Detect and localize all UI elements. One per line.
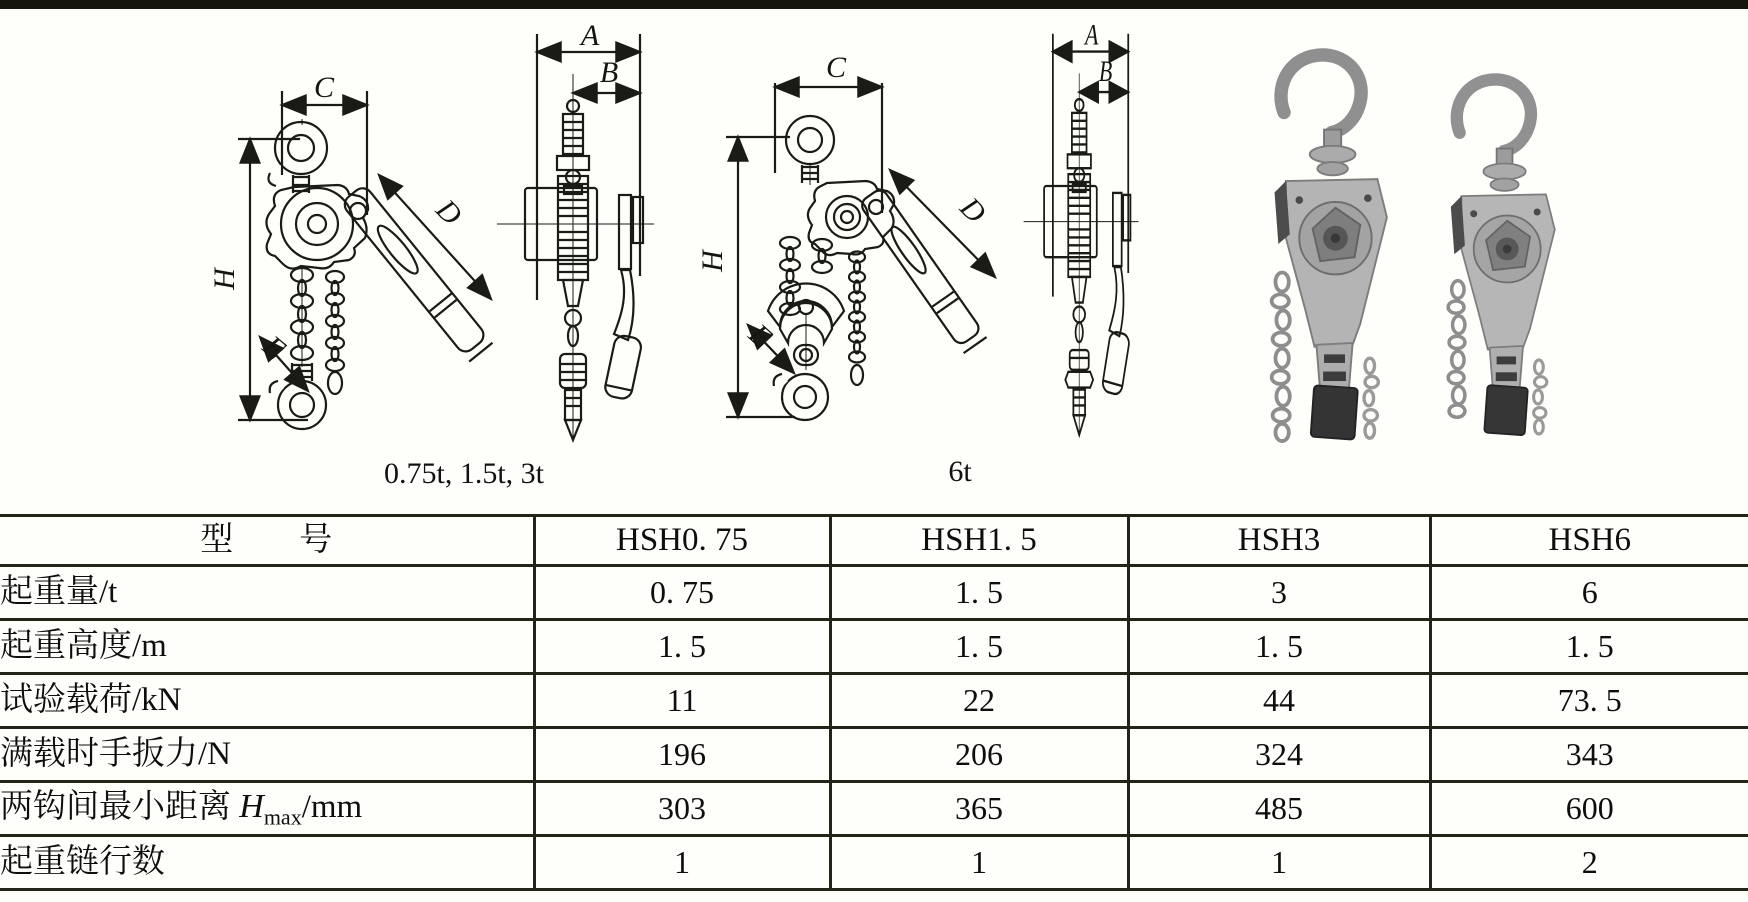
table-row [0,566,1748,620]
spec-value-cell: 1 [534,836,830,890]
side-view-drawing-small [462,18,667,443]
hoist-photo-1 [1225,32,1425,452]
dim-label-e: E [742,317,779,355]
model-name-cell: HSH0. 75 [534,516,830,566]
spec-value-cell: 0. 75 [534,566,830,620]
model-name-cell: HSH1. 5 [830,516,1128,566]
spec-value-cell: 196 [534,728,830,782]
spec-value-cell: 365 [830,782,1128,836]
table-row [0,728,1748,782]
table-row [0,674,1748,728]
spec-value-cell: 343 [1430,728,1748,782]
spec-value-cell: 1 [1128,836,1430,890]
spec-value-cell: 1. 5 [1430,620,1748,674]
dim-label-a: A [580,19,600,52]
spec-value-cell: 73. 5 [1430,674,1748,728]
spec-value-cell: 1. 5 [534,620,830,674]
spec-value-cell: 206 [830,728,1128,782]
spec-value-cell: 1. 5 [1128,620,1430,674]
spec-label-unit: /mm [301,788,363,825]
spec-value-cell: 1 [830,836,1128,890]
dim-label-a: A [1084,18,1099,52]
spec-value-cell: 303 [534,782,830,836]
caption-small-models: 0.75t, 1.5t, 3t [383,457,544,490]
spec-label-cell: 试验载荷/kN [0,674,534,728]
hmax-symbol: H [239,787,264,825]
dim-label-d: D [429,193,469,232]
spec-value-cell: 44 [1128,674,1430,728]
dim-label-c: C [313,71,335,104]
table-row [0,782,1748,836]
spec-label-cell: 起重链行数 [0,836,534,890]
scan-top-edge [0,0,1748,9]
dim-label-b: B [1098,55,1113,89]
model-name-cell: HSH6 [1430,516,1748,566]
front-view-drawing-large [650,15,1010,445]
dim-label-e: E [256,329,292,367]
dim-label-d: D [953,191,993,230]
spec-label-cell: 起重量/t [0,566,534,620]
dim-label-h: H [696,250,729,272]
dim-label-c: C [825,51,847,84]
spec-value-cell: 6 [1430,566,1748,620]
table-row [0,620,1748,674]
model-label-cell: 型 号 [0,516,534,566]
side-view-drawing-large [998,18,1148,438]
spec-label-cell: 起重高度/m [0,620,534,674]
spec-value-cell: 22 [830,674,1128,728]
spec-label-cell: 满载时手扳力/N [0,728,534,782]
spec-value-cell: 1. 5 [830,566,1128,620]
dim-label-h: H [208,268,241,290]
spec-table [0,514,1748,891]
spec-label-text: 两钩间最小距离 [0,788,240,825]
table-row [0,836,1748,890]
caption-large-model: 6t [948,455,972,488]
spec-value-cell: 600 [1430,782,1748,836]
hmax-subscript: max [263,804,302,830]
spec-value-cell: 485 [1128,782,1430,836]
spec-value-cell: 2 [1430,836,1748,890]
table-header-row [0,516,1748,566]
spec-value-cell: 1. 5 [830,620,1128,674]
spec-label-cell [0,782,534,836]
hoist-photo-2 [1405,50,1590,455]
spec-value-cell: 3 [1128,566,1430,620]
model-name-cell: HSH3 [1128,516,1430,566]
dim-label-b: B [599,56,619,89]
spec-value-cell: 11 [534,674,830,728]
spec-value-cell: 324 [1128,728,1430,782]
